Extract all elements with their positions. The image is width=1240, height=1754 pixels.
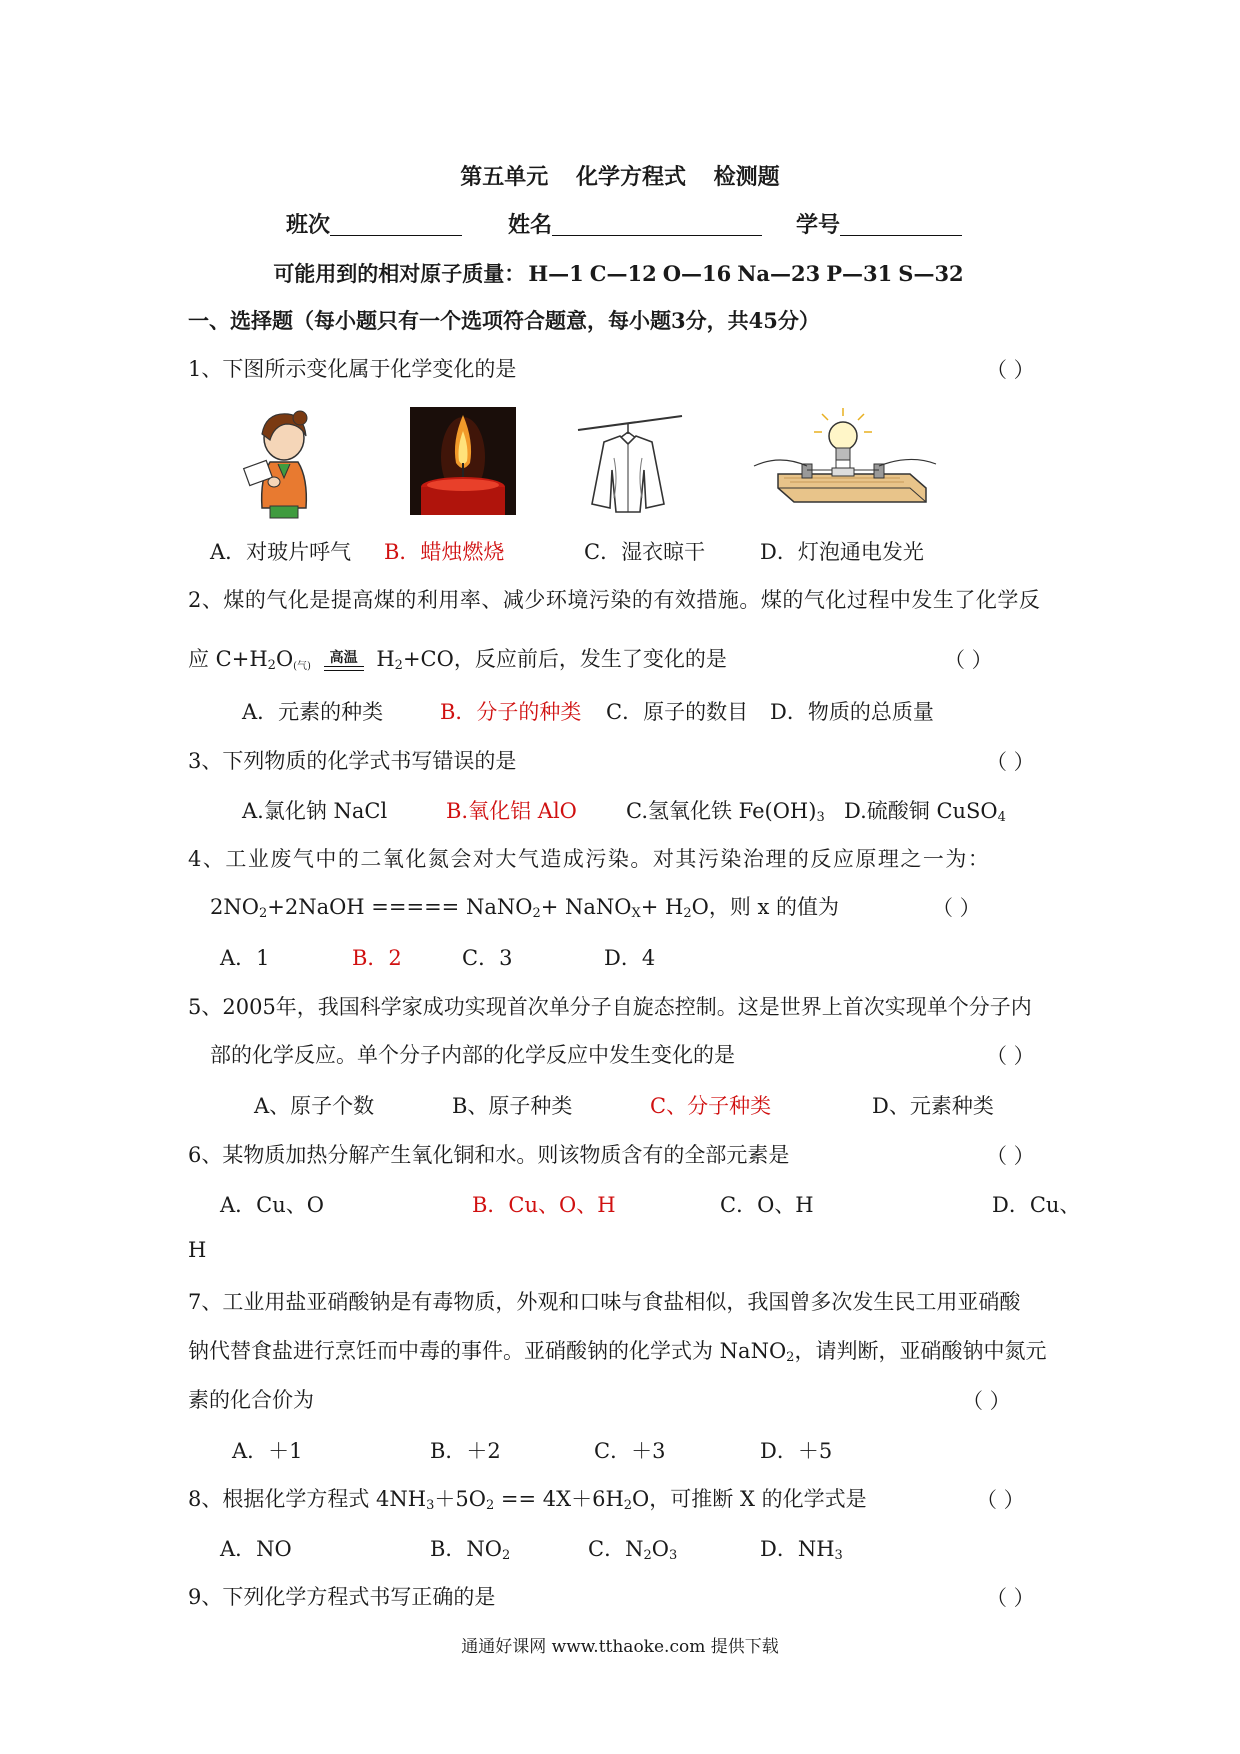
answer-blank-4[interactable]: （ ） <box>932 896 981 920</box>
answer-blank-6[interactable]: （ ） <box>986 1144 1035 1168</box>
answer-blank-3[interactable]: （ ） <box>986 750 1035 774</box>
q6-option-d[interactable]: D．Cu、 <box>992 1193 1081 1217</box>
wet-clothes-drying-illustration <box>574 408 686 516</box>
q5-option-d[interactable]: D、元素种类 <box>872 1094 994 1118</box>
q8-option-c[interactable]: C．$N_2O_3$ <box>588 1537 678 1563</box>
q2-option-d[interactable]: D．物质的总质量 <box>770 700 934 724</box>
question-7-line-2: 钠代替食盐进行烹饪而中毒的事件。亚硝酸钠的化学式为 NaNO$_2$，请判断，亚硝酸钠中氮元 <box>188 1339 1047 1365</box>
q4-option-a[interactable]: A．1 <box>220 946 270 970</box>
question-6: 6、某物质加热分解产生氧化铜和水。则该物质含有的全部元素是 <box>188 1143 790 1167</box>
question-4-line-1: 4、工业废气中的二氧化氮会对大气造成污染。对其污染治理的反应原理之一为： <box>188 847 991 871</box>
q2-option-b-answer[interactable]: B．分子的种类 <box>440 700 582 724</box>
q3-option-d[interactable]: D.硫酸铜 CuSO$_4$ <box>844 799 1006 825</box>
question-5-line-2: 部的化学反应。单个分子内部的化学反应中发生变化的是 <box>210 1043 735 1067</box>
question-4-equation: $2NO_2+2NaOH$ ===== NaNO$_2$+ NaNO$_X$+ $H_2O$，则 x 的值为 <box>210 895 840 921</box>
class-blank[interactable] <box>330 213 462 236</box>
question-7-line-1: 7、工业用盐亚硝酸钠是有毒物质，外观和口味与食盐相似，我国曾多次发生民工用亚硝酸 <box>188 1290 1021 1314</box>
q6-option-c[interactable]: C．O、H <box>720 1193 814 1217</box>
name-field[interactable]: 姓名 <box>508 208 762 239</box>
page-title: 第五单元 化学方程式 检测题 <box>460 164 780 190</box>
atomic-masses: 可能用到的相对原子质量： H—1 C—12 O—16 Na—23 P—31 S—32 <box>273 261 964 286</box>
q2-option-a[interactable]: A．元素的种类 <box>242 700 384 724</box>
q6-option-a[interactable]: A．Cu、O <box>220 1193 324 1217</box>
q7-option-d[interactable]: D．＋5 <box>760 1439 833 1463</box>
q4-option-d[interactable]: D．4 <box>604 946 656 970</box>
q6-option-d-wrap: H <box>188 1238 207 1262</box>
page-footer: 通通好课网 www.tthaoke.com 提供下载 <box>461 1637 779 1657</box>
q8-option-a[interactable]: A．NO <box>220 1537 292 1561</box>
class-field[interactable]: 班次 <box>286 208 462 239</box>
question-1: 1、下图所示变化属于化学变化的是 <box>188 357 517 381</box>
q1-option-c[interactable]: C．湿衣晾干 <box>584 540 706 564</box>
question-2-line-2: 应 $C+H_2O_{(气)}$ 高温 $H_2+CO$，反应前后，发生了变化的是 <box>188 647 727 673</box>
q4-option-c[interactable]: C．3 <box>462 946 513 970</box>
q6-option-b-answer[interactable]: B．Cu、O、H <box>472 1193 616 1217</box>
q8-option-b[interactable]: B．$NO_2$ <box>430 1537 511 1563</box>
light-bulb-circuit-illustration <box>750 404 940 516</box>
question-9: 9、下列化学方程式书写正确的是 <box>188 1585 496 1609</box>
answer-blank-8[interactable]: （ ） <box>976 1488 1025 1512</box>
number-field[interactable]: 学号 <box>796 208 962 239</box>
question-3: 3、下列物质的化学式书写错误的是 <box>188 749 517 773</box>
q5-option-a[interactable]: A、原子个数 <box>254 1094 375 1118</box>
q3-option-b-answer[interactable]: B.氧化铝 AlO <box>446 799 577 823</box>
answer-blank-5[interactable]: （ ） <box>986 1044 1035 1068</box>
q2-option-c[interactable]: C．原子的数目 <box>606 700 749 724</box>
q5-option-c-answer[interactable]: C、分子种类 <box>650 1094 772 1118</box>
q7-option-c[interactable]: C．＋3 <box>594 1439 666 1463</box>
q1-option-a[interactable]: A．对玻片呼气 <box>210 540 352 564</box>
q8-option-d[interactable]: D．$NH_3$ <box>760 1537 843 1563</box>
question-8: 8、根据化学方程式 $4NH_3+5O_2 == 4X+6H_2O$，可推断 X 的化学式是 <box>188 1487 867 1513</box>
question-5-line-1: 5、2005年，我国科学家成功实现首次单分子自旋态控制。这是世界上首次实现单个分子内 <box>188 995 1032 1019</box>
answer-blank-1[interactable]: （ ） <box>986 358 1035 382</box>
answer-blank-2[interactable]: （ ） <box>944 648 993 672</box>
q7-option-b[interactable]: B．＋2 <box>430 1439 501 1463</box>
section-heading: 一、选择题（每小题只有一个选项符合题意，每小题3分，共45分） <box>188 308 820 333</box>
answer-blank-9[interactable]: （ ） <box>986 1586 1035 1610</box>
reaction-condition-arrow: 高温 <box>324 650 364 671</box>
q3-option-c[interactable]: C.氢氧化铁 $Fe(OH)_3$ <box>626 799 825 825</box>
q1-option-d[interactable]: D．灯泡通电发光 <box>760 540 924 564</box>
question-7-line-3: 素的化合价为 <box>188 1388 314 1412</box>
girl-breathing-on-glass-illustration <box>240 408 320 520</box>
q7-option-a[interactable]: A．＋1 <box>232 1439 303 1463</box>
burning-candle-photo <box>410 407 516 515</box>
q4-option-b-answer[interactable]: B．2 <box>352 946 402 970</box>
q1-option-b-answer[interactable]: B．蜡烛燃烧 <box>384 540 505 564</box>
answer-blank-7[interactable]: （ ） <box>962 1389 1011 1413</box>
number-blank[interactable] <box>840 213 962 236</box>
q3-option-a[interactable]: A.氯化钠 NaCl <box>242 799 388 823</box>
q5-option-b[interactable]: B、原子种类 <box>452 1094 573 1118</box>
name-blank[interactable] <box>552 213 762 236</box>
question-2-line-1: 2、煤的气化是提高煤的利用率、减少环境污染的有效措施。煤的气化过程中发生了化学反 <box>188 588 1041 612</box>
